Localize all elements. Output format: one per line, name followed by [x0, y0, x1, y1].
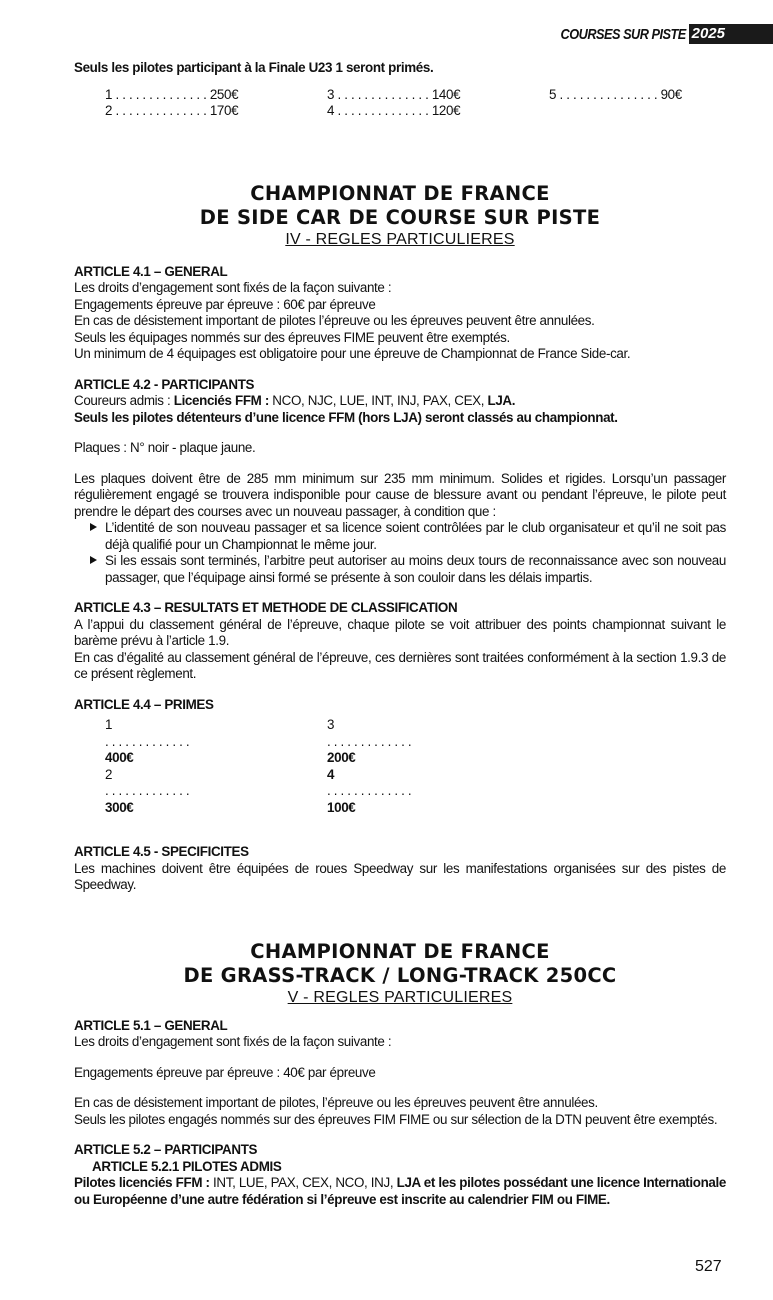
prize-row: [327, 767, 527, 817]
section5-subtitle: V - REGLES PARTICULIERES: [287, 988, 513, 1006]
prize-row: [105, 767, 327, 817]
triangle-bullet-icon: [90, 523, 97, 531]
article-5-2-heading: ARTICLE 5.2 – PARTICIPANTS: [74, 1142, 258, 1157]
article-4-5-heading: ARTICLE 4.5 - SPECIFICITES: [74, 844, 249, 859]
article-5-2-1-text: [74, 1175, 726, 1208]
u23-prize-1: 1 . . . . . . . . . . . . . . 250€: [105, 86, 239, 102]
article-4-1-line: Seuls les équipages nommés sur des épreuves FIME peuvent être exemptés.: [74, 329, 510, 345]
u23-prize-4: 4 . . . . . . . . . . . . . . 120€: [327, 103, 461, 118]
article-4-3-p2: En cas d’égalité au classement général de l’épreuve, ces dernières sont traitées conformément à la section 1.9.3 de ce présent règlement.: [74, 649, 726, 681]
article-4-1-line: En cas de désistement important de pilotes l’épreuve ou les épreuves peuvent être annulées.: [74, 313, 595, 328]
section4-subtitle: IV - REGLES PARTICULIERES: [285, 230, 515, 248]
section4-title-line2: DE SIDE CAR DE COURSE SUR PISTE: [199, 205, 601, 229]
admis-licence-label: Licenciés FFM :: [173, 393, 269, 408]
header-title: COURSES SUR PISTE: [560, 25, 687, 43]
section5-title: [74, 940, 726, 988]
article-4-3-p1: A l’appui du classement général de l’épreuve, chaque pilote se voit attribuer des points championnat suivant le barème prévu à l’article 1.9.: [74, 616, 726, 648]
prize-row: [105, 717, 327, 767]
article-5-1-line: En cas de désistement important de pilotes, l’épreuve ou les épreuves peuvent être annulées.: [74, 1095, 598, 1110]
u23-prize-5: 5 . . . . . . . . . . . . . . . 90€: [549, 86, 682, 102]
article-4-2-plaques: Plaques : N° noir - plaque jaune.: [74, 440, 256, 455]
article-4-3-heading: ARTICLE 4.3 – RESULTATS ET METHODE DE CLASSIFICATION: [74, 600, 458, 615]
pilots-licence-label: Pilotes licenciés FFM :: [74, 1175, 210, 1190]
article-4-5-text: Les machines doivent être équipées de roues Speedway sur les manifestations organisées sur des pistes de Speedway.: [74, 860, 726, 892]
article-4-4-heading: ARTICLE 4.4 – PRIMES: [74, 696, 214, 712]
pilots-licence-list: INT, LUE, PAX, CEX, NCO, INJ,: [209, 1175, 397, 1190]
prize-dots: . . . . . . . . . . . . .: [105, 733, 190, 749]
section5-title-line1: CHAMPIONNAT DE FRANCE: [250, 939, 550, 963]
article-5-1-line: Les droits d’engagement sont fixés de la façon suivante :: [74, 1034, 392, 1049]
u23-prize-2: 2 . . . . . . . . . . . . . . 170€: [105, 103, 239, 118]
prize-dots: . . . . . . . . . . . . .: [327, 783, 412, 798]
header-year: 2025: [689, 24, 773, 44]
prize-position: 2: [105, 766, 113, 782]
prize-dots: . . . . . . . . . . . . .: [105, 783, 190, 798]
section5-title-line2: DE GRASS-TRACK / LONG-TRACK 250CC: [183, 963, 617, 987]
article-5-1-heading: ARTICLE 5.1 – GENERAL: [74, 1017, 228, 1033]
page-number: 527: [695, 1258, 722, 1275]
list-item: [74, 520, 726, 553]
list-item: [74, 553, 726, 586]
prize-amount: 300€: [105, 799, 134, 815]
prize-position: 4: [327, 766, 335, 782]
triangle-bullet-icon: [90, 556, 97, 564]
prize-dots: . . . . . . . . . . . . .: [327, 733, 412, 749]
article-4-1-line: Un minimum de 4 équipages est obligatoire pour une épreuve de Championnat de France Side-car.: [74, 346, 631, 361]
condition-text: Si les essais sont terminés, l’arbitre peut autoriser au moins deux tours de reconnaissance avec son nouveau passager, que l’équipage ainsi formé se présente à son couloir dans les délais impartis.: [105, 553, 726, 585]
prize-position: 1: [105, 717, 113, 732]
prize-amount: 200€: [327, 750, 356, 765]
section4-title-line1: CHAMPIONNAT DE FRANCE: [250, 181, 550, 205]
article-4-4-prize-table: [105, 717, 726, 816]
prize-row: [327, 717, 527, 767]
prize-position: 3: [327, 717, 335, 732]
u23-prize-table: [105, 87, 726, 120]
condition-text: L’identité de son nouveau passager et sa licence soient contrôlées par le club organisateur et qu’il ne soit pas déjà qualifié pour un Championnat le même jour.: [105, 520, 726, 552]
article-4-2-admis: [74, 393, 726, 410]
article-4-1-line: Engagements épreuve par épreuve : 60€ par épreuve: [74, 296, 376, 312]
prize-amount: 400€: [105, 750, 134, 765]
article-5-1-line: Engagements épreuve par épreuve : 40€ par épreuve: [74, 1064, 376, 1080]
page-content: [74, 60, 726, 1208]
article-4-1-heading: ARTICLE 4.1 – GENERAL: [74, 263, 228, 279]
u23-prize-3: 3 . . . . . . . . . . . . . . 140€: [327, 86, 461, 102]
article-4-2-conditions: [74, 520, 726, 586]
prize-amount: 100€: [327, 799, 356, 815]
article-4-2-heading: ARTICLE 4.2 - PARTICIPANTS: [74, 376, 255, 392]
admis-lja: LJA.: [487, 393, 516, 408]
pilots-licence-extra: LJA et les pilotes possédant une licence Internationale ou Européenne d’une autre fédération si l’épreuve est inscrite au calendrier FIM ou FIME.: [74, 1175, 726, 1207]
admis-licence-list: NCO, NJC, LUE, INT, INJ, PAX, CEX,: [268, 393, 488, 408]
article-4-2-paragraph: Les plaques doivent être de 285 mm minimum sur 235 mm minimum. Solides et rigides. Lorsqu’un passager régulièrement engagé se trouvera indisponible pour cause de blessure avant ou pendant l’épreuve, le pilote peut prendre le départ des courses avec un nouveau passager, à condition que :: [74, 470, 726, 519]
admis-prefix: Coureurs admis :: [74, 393, 174, 408]
article-5-1-line: Seuls les pilotes engagés nommés sur des épreuves FIM FIME ou sur sélection de la DTN peuvent être exemptés.: [74, 1111, 718, 1127]
page-header: [538, 24, 773, 44]
section4-title: [74, 182, 726, 230]
article-4-2-classes: Seuls les pilotes détenteurs d’une licence FFM (hors LJA) seront classés au championnat.: [74, 409, 618, 425]
article-5-2-1-heading: ARTICLE 5.2.1 PILOTES ADMIS: [92, 1158, 282, 1174]
u23-intro: Seuls les pilotes participant à la Finale U23 1 seront primés.: [74, 60, 434, 75]
article-4-1-line: Les droits d’engagement sont fixés de la façon suivante :: [74, 280, 392, 295]
